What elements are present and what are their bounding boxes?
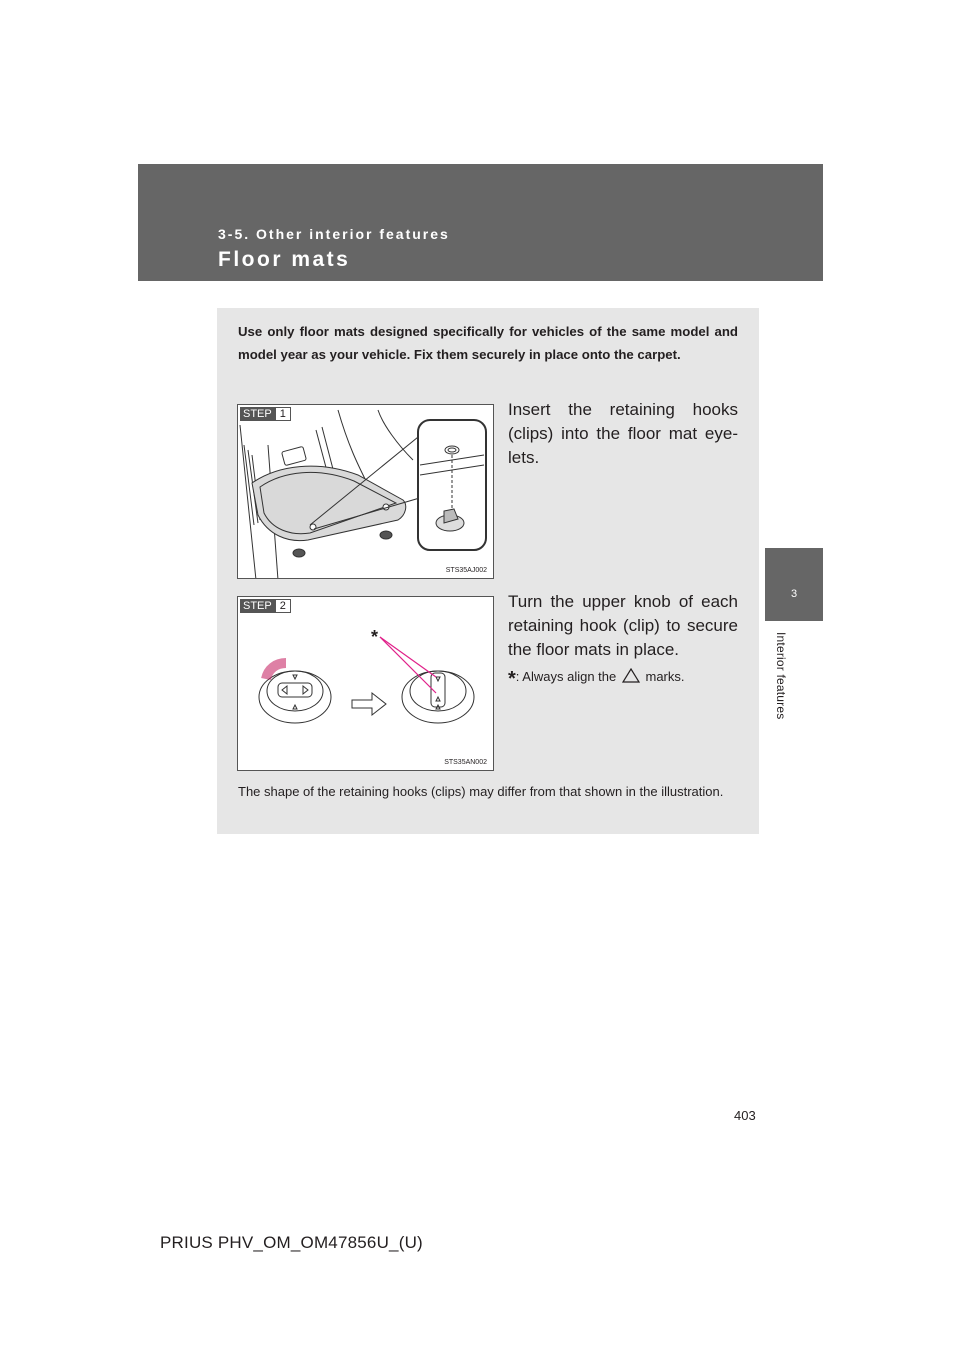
chapter-tab-label: Interior features xyxy=(774,632,788,720)
note-prefix: : Always align the xyxy=(515,669,617,684)
triangle-mark-icon xyxy=(622,668,640,683)
alignment-note xyxy=(508,668,738,691)
asterisk-marker: * xyxy=(371,627,379,647)
step1-figure-code: STS35AJ002 xyxy=(445,567,487,574)
step1-badge-word: STEP xyxy=(240,407,275,421)
step2-illustration xyxy=(237,596,494,771)
step1-illustration xyxy=(237,404,494,579)
step2-badge xyxy=(240,599,291,613)
step2-figure-code: STS35AN002 xyxy=(444,759,487,766)
retaining-hook-drawing xyxy=(238,597,494,771)
instruction-panel xyxy=(217,308,759,834)
page-number: 403 xyxy=(734,1108,756,1123)
note-asterisk: * xyxy=(508,668,516,690)
page-title: Floor mats xyxy=(218,248,351,271)
document-code: PRIUS PHV_OM_OM47856U_(U) xyxy=(160,1233,423,1252)
chapter-number: 3 xyxy=(790,588,798,600)
step2-badge-word: STEP xyxy=(240,599,275,613)
chapter-tab xyxy=(765,548,823,621)
section-label: 3-5. Other interior features xyxy=(218,226,450,242)
step1-badge xyxy=(240,407,291,421)
note-suffix: marks. xyxy=(645,669,685,684)
step2-badge-number: 2 xyxy=(275,599,291,613)
step2-text: Turn the upper knob of each retaining hook (clip) to secure the floor mats in place. xyxy=(508,592,738,659)
step1-text: Insert the retaining hooks (clips) into the floor mat eye-lets. xyxy=(508,400,738,467)
floor-mat-drawing xyxy=(238,405,494,579)
intro-text: Use only floor mats designed specifically for vehicles of the same model and model year as your vehicle. Fix them securely in place onto the carpet. xyxy=(238,324,738,362)
shape-footnote: The shape of the retaining hooks (clips) may differ from that shown in the illustration. xyxy=(238,784,724,799)
chapter-header xyxy=(138,164,823,281)
step1-badge-number: 1 xyxy=(275,407,291,421)
